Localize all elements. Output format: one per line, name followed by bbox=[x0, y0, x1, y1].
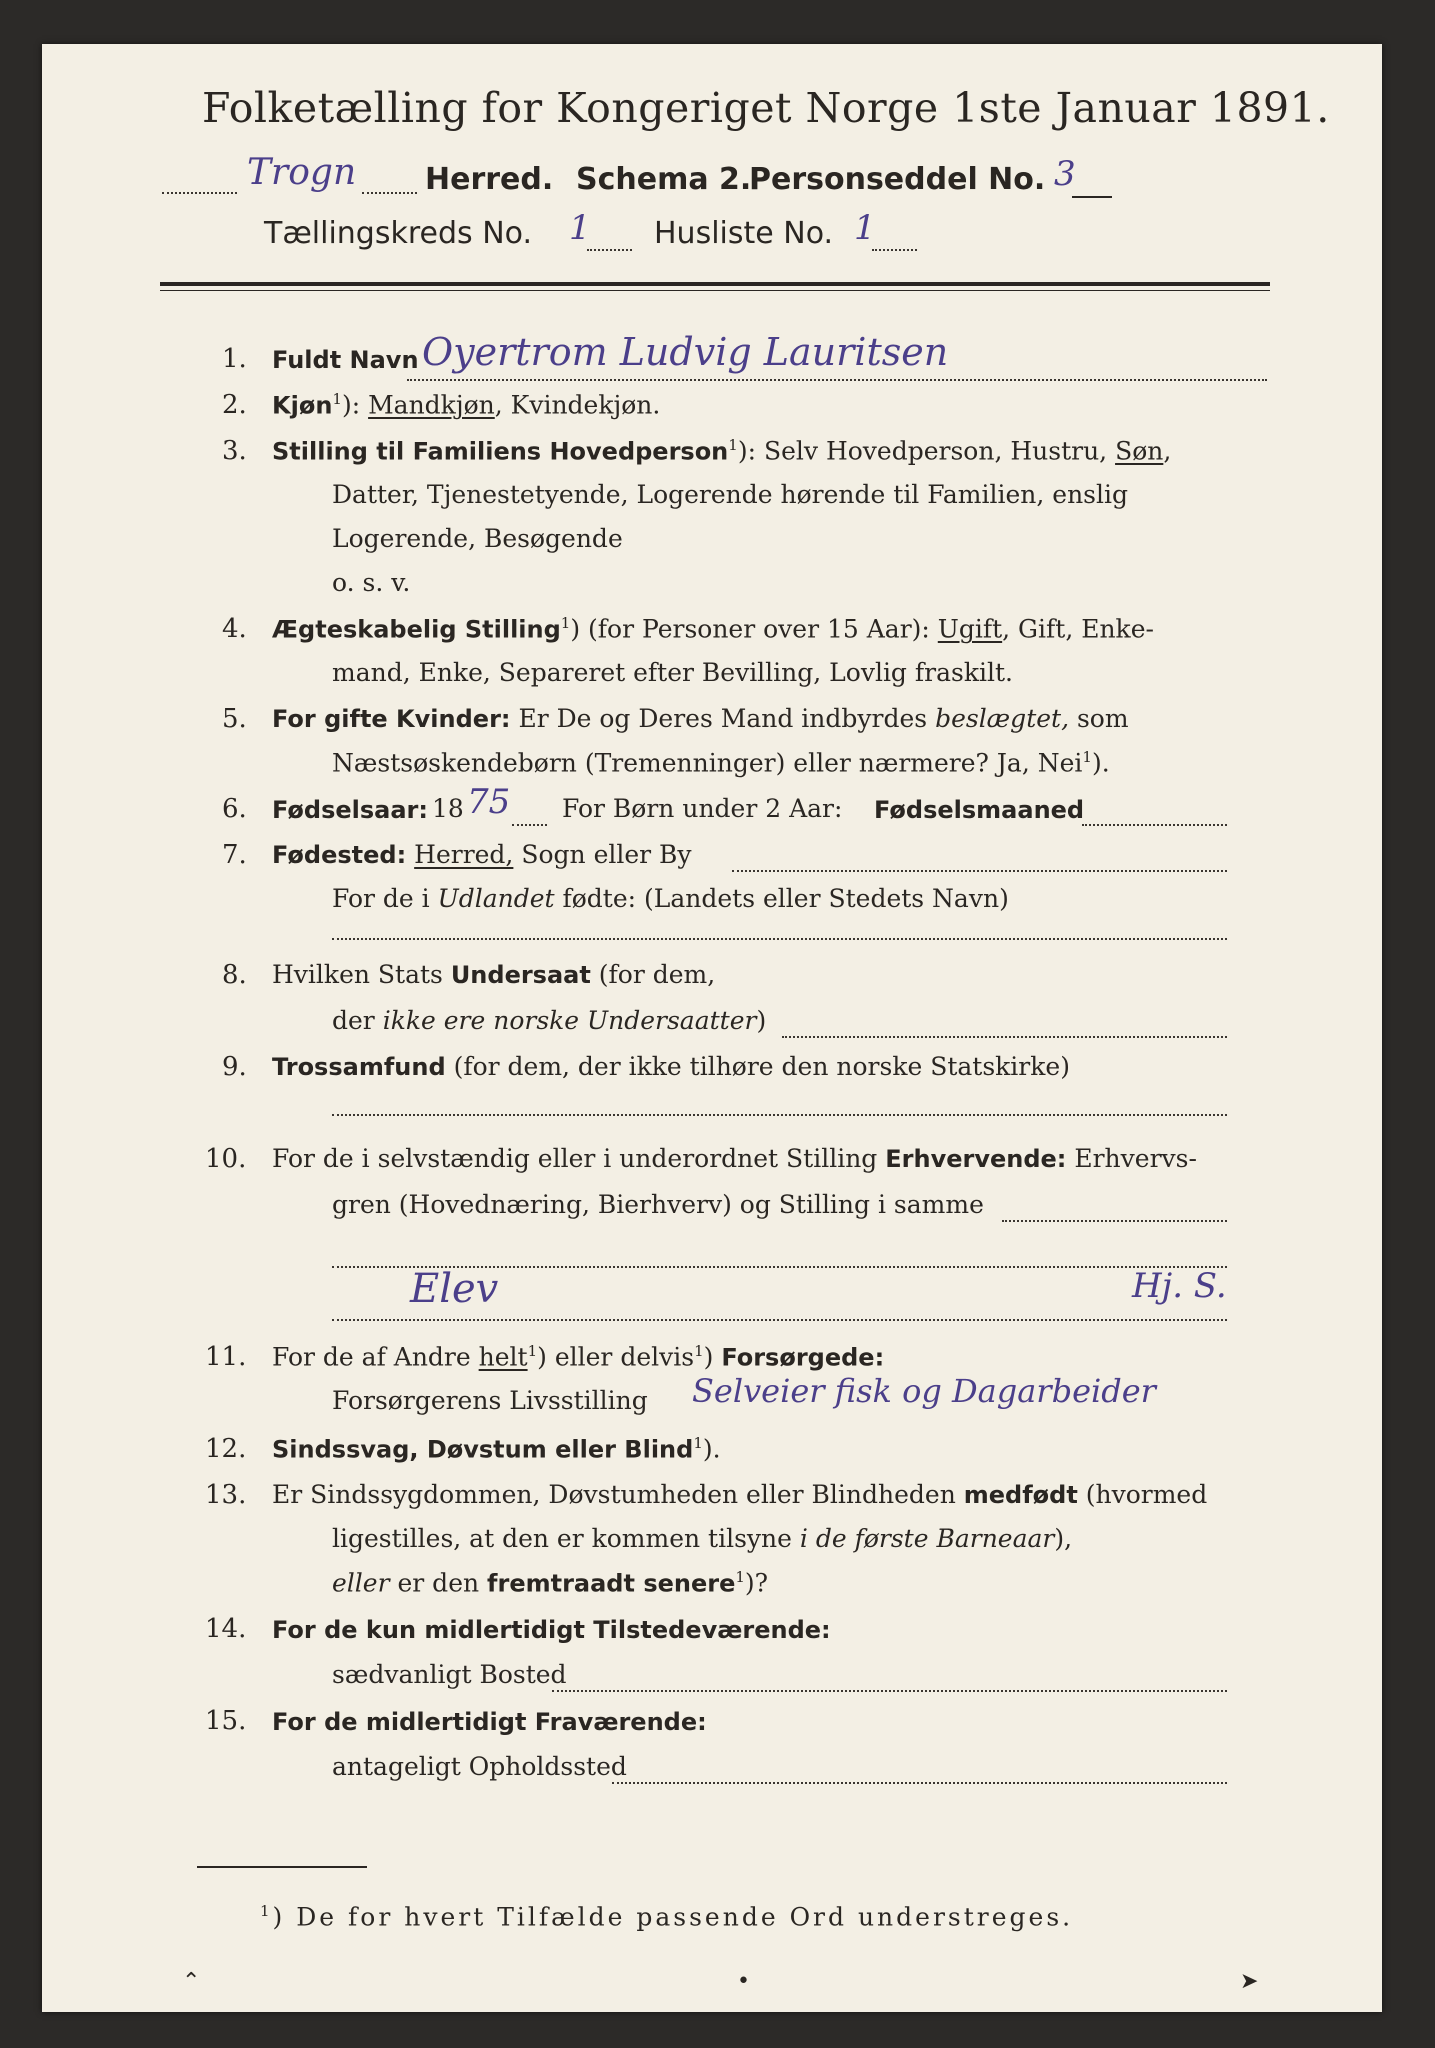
q14-label: For de kun midlertidigt Tilstedeværende: bbox=[272, 1616, 831, 1644]
schema-label: Schema 2. bbox=[576, 162, 752, 197]
q6-label2: Fødselsmaaned bbox=[874, 796, 1085, 824]
q7-label: Fødested: bbox=[272, 841, 407, 869]
q4-line1-rest: , Gift, Enke- bbox=[1002, 614, 1154, 644]
husliste-value[interactable]: 1 bbox=[854, 208, 876, 248]
q1-label: Fuldt Navn bbox=[272, 346, 419, 374]
q2-line bbox=[272, 390, 660, 419]
q7-number: 7. bbox=[222, 840, 247, 870]
husliste-label: Husliste No. bbox=[654, 216, 834, 251]
q7-line2a: For de i bbox=[332, 884, 438, 913]
q5-line1-text: Er De og Deres Mand indbyrdes bbox=[510, 704, 936, 733]
personseddel-value[interactable]: 3 bbox=[1054, 154, 1076, 194]
q4-sup: 1 bbox=[560, 614, 571, 632]
q13-line1a: Er Sindssygdommen, Døvstumheden eller Blindheden bbox=[272, 1480, 964, 1509]
q6-year-dots bbox=[512, 824, 547, 826]
census-form-page bbox=[42, 44, 1382, 2012]
q5-beslaegtet: beslægtet, bbox=[935, 704, 1070, 733]
q11-sup-a: 1 bbox=[527, 1342, 538, 1360]
q12-end: ). bbox=[702, 1434, 721, 1464]
q5-line2-text: Næstsøskendebørn (Tremenninger) eller nærmere? Ja, Nei bbox=[332, 748, 1083, 778]
herred-dots-left bbox=[162, 192, 237, 194]
q7-dots bbox=[732, 870, 1227, 872]
q11-line1a: For de af Andre bbox=[272, 1342, 479, 1372]
q11-forsorgede: Forsørgede: bbox=[721, 1343, 885, 1372]
q13-line2a: ligestilles, at den er kommen tilsyne bbox=[332, 1524, 800, 1553]
q7-line2 bbox=[332, 884, 1009, 913]
personseddel-underline bbox=[1072, 196, 1112, 198]
q8-line2 bbox=[332, 1006, 766, 1035]
q5-label: For gifte Kvinder: bbox=[272, 705, 511, 733]
q6-year-value[interactable]: 75 bbox=[467, 782, 511, 822]
herred-dots-right bbox=[362, 192, 417, 194]
q13-line1 bbox=[272, 1480, 1207, 1509]
q5-sup: 1 bbox=[1082, 748, 1092, 766]
q4-label: Ægteskabelig Stilling bbox=[272, 615, 561, 644]
q13-medfodt: medfødt bbox=[963, 1481, 1078, 1509]
q8-line1a: Hvilken Stats bbox=[272, 960, 451, 989]
taellingskreds-dots bbox=[587, 249, 632, 251]
q2-mand[interactable]: Mandkjøn bbox=[368, 390, 495, 420]
q1-answer[interactable]: Oyertrom Ludvig Lauritsen bbox=[422, 330, 949, 374]
q5-line1 bbox=[272, 704, 1129, 733]
q13-line2i: i de første Barneaar bbox=[799, 1524, 1055, 1553]
q8-undersaat: Undersaat bbox=[450, 961, 591, 989]
q4-line2: mand, Enke, Separeret efter Bevilling, Lovlig fraskilt. bbox=[332, 658, 1013, 687]
q4-line1-text: ) (for Personer over 15 Aar): bbox=[570, 614, 938, 644]
corner-mark-left: ⌃ bbox=[182, 1969, 201, 1994]
q6-number: 6. bbox=[222, 794, 247, 824]
q7-udlandet: Udlandet bbox=[437, 884, 555, 913]
corner-mark-right: ➤ bbox=[1240, 1969, 1259, 1994]
form-title: Folketælling for Kongeriget Norge 1ste Januar 1891. bbox=[202, 84, 1330, 132]
q3-line1-text: ): Selv Hovedperson, Hustru, bbox=[737, 436, 1116, 466]
q13-line3i: eller bbox=[332, 1568, 390, 1598]
q10-answer-right[interactable]: Hj. S. bbox=[1132, 1266, 1227, 1306]
q9-label: Trossamfund bbox=[272, 1053, 446, 1081]
q13-sup: 1 bbox=[735, 1568, 745, 1586]
q11-line2: Forsørgerens Livsstilling bbox=[332, 1386, 648, 1415]
q3-son[interactable]: Søn bbox=[1115, 436, 1164, 466]
q4-ugift[interactable]: Ugift bbox=[937, 614, 1003, 644]
q2-sup: 1 bbox=[332, 390, 342, 408]
q3-comma: , bbox=[1163, 436, 1172, 466]
q11-answer[interactable]: Selveier fisk og Dagarbeider bbox=[692, 1372, 1156, 1410]
q8-line1b: (for dem, bbox=[590, 960, 716, 989]
q8-line1 bbox=[272, 960, 715, 989]
q1-number: 1. bbox=[222, 344, 247, 374]
q9-rest: (for dem, der ikke tilhøre den norske Statskirke) bbox=[445, 1052, 1070, 1081]
q3-line2: Datter, Tjenestetyende, Logerende hørende til Familien, enslig bbox=[332, 480, 1129, 509]
q12-sup: 1 bbox=[693, 1434, 703, 1452]
personseddel-label: Personseddel No. bbox=[749, 162, 1046, 197]
q10-dots-c bbox=[332, 1319, 1227, 1321]
q8-number: 8. bbox=[222, 960, 247, 990]
q15-line2: antageligt Opholdssted bbox=[332, 1752, 627, 1781]
q13-number: 13. bbox=[205, 1480, 247, 1510]
q3-line4: o. s. v. bbox=[332, 568, 411, 597]
q5-end: ). bbox=[1091, 748, 1110, 778]
q6-dots bbox=[1082, 824, 1227, 826]
q4-line1 bbox=[272, 614, 1154, 643]
taellingskreds-label: Tællingskreds No. bbox=[264, 216, 532, 251]
q12-line bbox=[272, 1434, 721, 1463]
q6-label: Fødselsaar: bbox=[272, 796, 428, 824]
q12-number: 12. bbox=[205, 1434, 247, 1464]
q14-number: 14. bbox=[205, 1614, 247, 1644]
q13-line3 bbox=[332, 1568, 768, 1597]
q14-line2: sædvanligt Bosted bbox=[332, 1660, 567, 1689]
footnote bbox=[260, 1902, 1073, 1931]
q10-erhv: Erhvervende: bbox=[885, 1145, 1067, 1173]
q15-number: 15. bbox=[205, 1706, 247, 1736]
herred-label: Herred. bbox=[425, 162, 554, 197]
q11-number: 11. bbox=[205, 1342, 247, 1372]
q2-rest-b: , Kvindekjøn. bbox=[494, 390, 661, 420]
q11-sup-b: 1 bbox=[694, 1342, 704, 1360]
q15-label: For de midlertidigt Fraværende: bbox=[272, 1708, 707, 1736]
q7-answer-dots[interactable] bbox=[332, 938, 1227, 940]
q15-dots[interactable] bbox=[612, 1782, 1227, 1784]
q4-number: 4. bbox=[222, 614, 247, 644]
q8-line2a: der bbox=[332, 1006, 383, 1035]
q5-number: 5. bbox=[222, 704, 247, 734]
q10-line1 bbox=[272, 1144, 1197, 1173]
q8-line2b: ) bbox=[756, 1006, 767, 1035]
q5-line2 bbox=[332, 748, 1110, 777]
q3-sup: 1 bbox=[728, 436, 738, 454]
q11-helt[interactable]: helt bbox=[478, 1342, 528, 1372]
q13-fremtraadt: fremtraadt senere bbox=[487, 1569, 736, 1598]
center-mark: • bbox=[737, 1969, 750, 1994]
q7-rest: Sogn eller By bbox=[513, 840, 692, 869]
q11-line1b: ) eller delvis bbox=[537, 1342, 695, 1372]
q3-label: Stilling til Familiens Hovedperson bbox=[272, 437, 729, 466]
footnote-rule bbox=[197, 1866, 367, 1868]
q12-label: Sindssvag, Døvstum eller Blind bbox=[272, 1435, 694, 1464]
header-rule-thick bbox=[160, 282, 1270, 286]
q10-line1a: For de i selvstændig eller i underordnet Stilling bbox=[272, 1144, 886, 1173]
q11-line1c: ) bbox=[703, 1342, 722, 1372]
q6-year-prefix: 18 bbox=[432, 794, 464, 823]
taellingskreds-value[interactable]: 1 bbox=[569, 208, 591, 248]
q10-line1b: Erhvervs- bbox=[1066, 1144, 1197, 1173]
q5-som: som bbox=[1069, 704, 1129, 733]
q9-line bbox=[272, 1052, 1070, 1081]
q8-line2i: ikke ere norske Undersaatter bbox=[382, 1006, 757, 1035]
q14-dots[interactable] bbox=[552, 1690, 1227, 1692]
q3-line1 bbox=[272, 436, 1171, 465]
q1-dots bbox=[407, 379, 1267, 381]
q13-line1b: (hvormed bbox=[1077, 1480, 1208, 1509]
q13-line2b: ), bbox=[1054, 1524, 1073, 1553]
q6-mid: For Børn under 2 Aar: bbox=[562, 794, 843, 823]
q3-line3: Logerende, Besøgende bbox=[332, 524, 623, 553]
q10-line2: gren (Hovednæring, Bierhverv) og Stilling i samme bbox=[332, 1190, 984, 1219]
q9-number: 9. bbox=[222, 1052, 247, 1082]
q3-number: 3. bbox=[222, 436, 247, 466]
q10-number: 10. bbox=[205, 1144, 247, 1174]
q2-number: 2. bbox=[222, 390, 247, 420]
q13-line3a: er den bbox=[389, 1568, 488, 1598]
q13-line2 bbox=[332, 1524, 1072, 1553]
q7-herred[interactable]: Herred, bbox=[414, 840, 514, 869]
q13-line3b: )? bbox=[744, 1568, 769, 1598]
header-rule-thin bbox=[160, 290, 1270, 291]
footnote-sup: 1 bbox=[260, 1902, 273, 1920]
husliste-dots bbox=[872, 249, 917, 251]
q11-line1 bbox=[272, 1342, 884, 1371]
q10-dots-a bbox=[1002, 1220, 1227, 1222]
footnote-text: ) De for hvert Tilfælde passende Ord understreges. bbox=[272, 1902, 1074, 1932]
q2-rest-a: ): bbox=[341, 390, 369, 420]
q9-answer-dots[interactable] bbox=[332, 1114, 1227, 1116]
q10-answer[interactable]: Elev bbox=[410, 1266, 499, 1312]
herred-value[interactable]: Trogn bbox=[247, 152, 357, 193]
q7-line1 bbox=[272, 840, 692, 869]
q8-dots[interactable] bbox=[782, 1036, 1227, 1038]
q7-line2b: fødte: (Landets eller Stedets Navn) bbox=[554, 884, 1009, 913]
q2-label: Kjøn bbox=[272, 391, 333, 420]
